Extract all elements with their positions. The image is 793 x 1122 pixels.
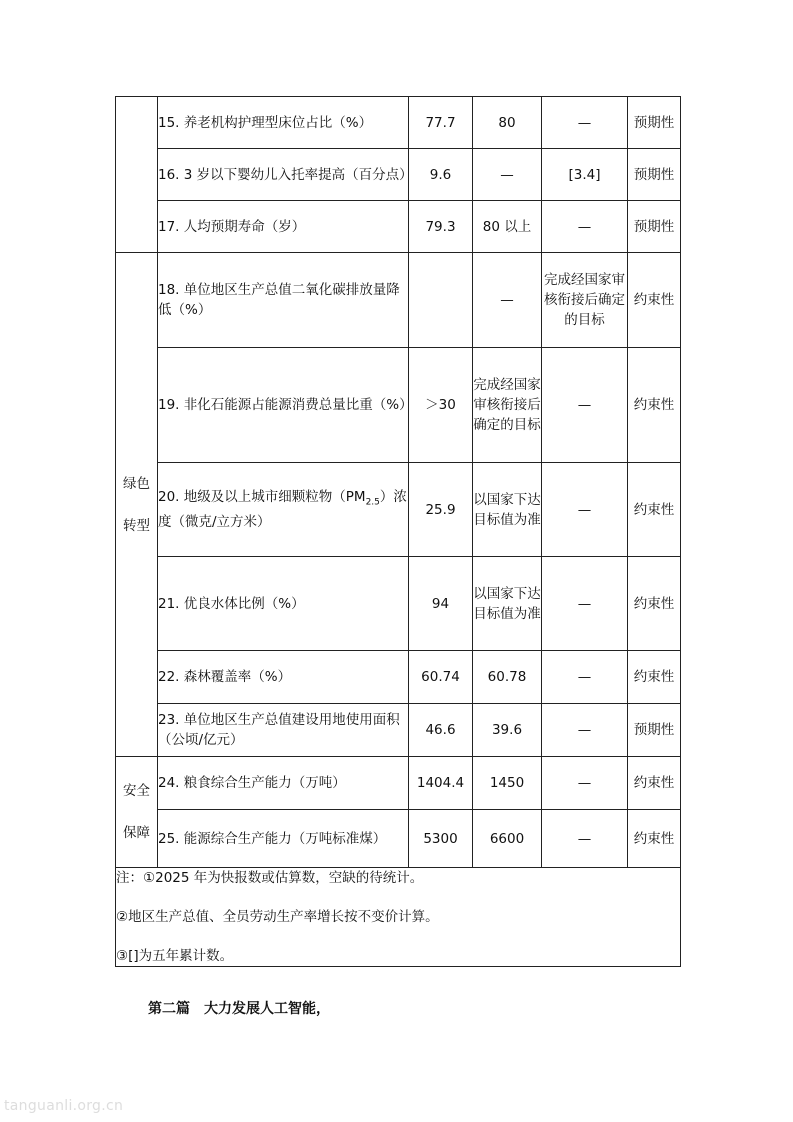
indicator-type: 约束性 [628, 253, 681, 348]
base-value: 25.9 [409, 463, 473, 557]
watermark: tanguanli.org.cn [4, 1098, 124, 1114]
indicator-name: 21. 优良水体比例（%） [158, 557, 409, 651]
indicator-name: 17. 人均预期寿命（岁） [158, 201, 409, 253]
note-2: ②地区生产总值、全员劳动生产率增长按不变价计算。 [116, 909, 439, 925]
table-row [116, 348, 681, 463]
cumulative-value: — [542, 757, 628, 810]
indicator-name: 15. 养老机构护理型床位占比（%） [158, 97, 409, 149]
cumulative-value: — [542, 810, 628, 868]
indicator-type: 预期性 [628, 201, 681, 253]
indicators-table [115, 96, 681, 967]
indicator-name: 16. 3 岁以下婴幼儿入托率提高（百分点） [158, 149, 409, 201]
table-row [116, 253, 681, 348]
category-green-transition [116, 253, 158, 757]
cumulative-value: 完成经国家审核衔接后确定的目标 [542, 253, 628, 348]
indicator-type: 约束性 [628, 348, 681, 463]
indicator-type: 约束性 [628, 651, 681, 704]
indicator-name: 23. 单位地区生产总值建设用地使用面积（公顷/亿元） [158, 704, 409, 757]
indicator-type: 预期性 [628, 149, 681, 201]
indicator-type: 约束性 [628, 757, 681, 810]
base-value: 46.6 [409, 704, 473, 757]
cumulative-value: — [542, 651, 628, 704]
base-value [409, 253, 473, 348]
target-value: 6600 [473, 810, 542, 868]
note-1: 注：①2025 年为快报数或估算数，空缺的待统计。 [116, 870, 424, 886]
category-label-line1: 安全 [123, 783, 150, 799]
base-value: 77.7 [409, 97, 473, 149]
category-cell-blank [116, 97, 158, 253]
indicator-type: 约束性 [628, 810, 681, 868]
base-value: 60.74 [409, 651, 473, 704]
table-row [116, 810, 681, 868]
category-label-line2: 转型 [123, 517, 150, 534]
target-value: 完成经国家审核衔接后确定的目标 [473, 348, 542, 463]
target-value: 80 以上 [473, 201, 542, 253]
cumulative-value: — [542, 97, 628, 149]
table-row [116, 557, 681, 651]
indicator-type: 预期性 [628, 704, 681, 757]
cumulative-value: — [542, 348, 628, 463]
notes-row [116, 868, 681, 967]
table-row [116, 97, 681, 149]
indicator-name: 22. 森林覆盖率（%） [158, 651, 409, 704]
note-3: ③[]为五年累计数。 [116, 948, 234, 964]
table-row [116, 201, 681, 253]
pm-subscript: 2.5 [365, 497, 380, 508]
target-value: — [473, 149, 542, 201]
target-value: — [473, 253, 542, 348]
base-value: 1404.4 [409, 757, 473, 810]
table-row [116, 651, 681, 704]
table-row [116, 757, 681, 810]
target-value: 以国家下达目标值为准 [473, 463, 542, 557]
target-value: 80 [473, 97, 542, 149]
indicator-type: 约束性 [628, 463, 681, 557]
category-label-line1: 绿色 [123, 475, 150, 492]
base-value: 5300 [409, 810, 473, 868]
indicator-name: 24. 粮食综合生产能力（万吨） [158, 757, 409, 810]
table-row [116, 149, 681, 201]
cumulative-value: [3.4] [542, 149, 628, 201]
cumulative-value: — [542, 557, 628, 651]
indicator-name: 18. 单位地区生产总值二氧化碳排放量降低（%） [158, 253, 409, 348]
indicator-name: 20. 地级及以上城市细颗粒物$(PM_{2.5})$浓度（微克/立方米） [158, 463, 409, 557]
category-security [116, 757, 158, 868]
section-heading: 第二篇 大力发展人工智能， [148, 1001, 330, 1017]
base-value: 9.6 [409, 149, 473, 201]
indicator-type: 约束性 [628, 557, 681, 651]
target-value: 39.6 [473, 704, 542, 757]
target-value: 以国家下达目标值为准 [473, 557, 542, 651]
cumulative-value: — [542, 704, 628, 757]
category-label-line2: 保障 [123, 825, 150, 841]
notes-cell [116, 868, 681, 967]
cumulative-value: — [542, 201, 628, 253]
base-value: ＞30 [409, 348, 473, 463]
table-row [116, 704, 681, 757]
cumulative-value: — [542, 463, 628, 557]
target-value: 1450 [473, 757, 542, 810]
indicator-name: 25. 能源综合生产能力（万吨标准煤） [158, 810, 409, 868]
target-value: 60.78 [473, 651, 542, 704]
indicator-name: 19. 非化石能源占能源消费总量比重（%） [158, 348, 409, 463]
indicator-type: 预期性 [628, 97, 681, 149]
table-row [116, 463, 681, 557]
base-value: 79.3 [409, 201, 473, 253]
base-value: 94 [409, 557, 473, 651]
